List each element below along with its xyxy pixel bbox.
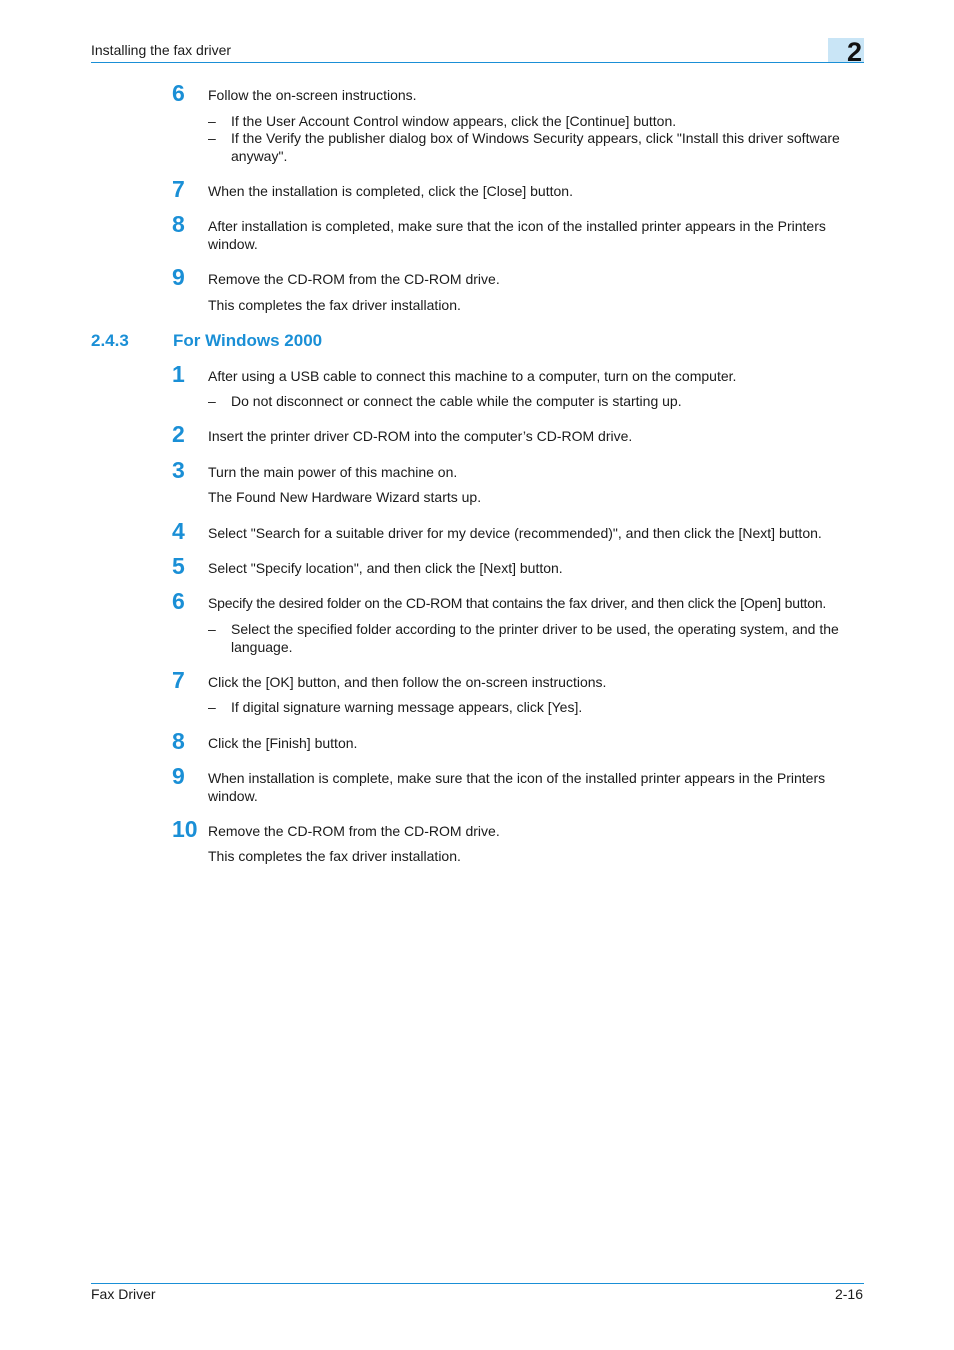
bullet-item bbox=[208, 621, 864, 656]
step-text: Insert the printer driver CD-ROM into the computer’s CD-ROM drive. bbox=[208, 428, 633, 444]
step-number: 10 bbox=[172, 816, 198, 842]
step-number: 5 bbox=[172, 553, 185, 579]
step-text: Select "Specify location", and then click the [Next] button. bbox=[208, 560, 563, 576]
step-text: Remove the CD-ROM from the CD-ROM drive. bbox=[208, 823, 500, 839]
footer-rule bbox=[91, 1283, 864, 1284]
section-title: For Windows 2000 bbox=[173, 331, 323, 350]
bullet-item bbox=[208, 130, 864, 165]
step-number: 9 bbox=[172, 763, 185, 789]
page-number: 2-16 bbox=[834, 1286, 863, 1302]
bullet-dash: – bbox=[208, 393, 216, 409]
step-text: Click the [Finish] button. bbox=[208, 735, 358, 751]
bullet-item bbox=[208, 699, 864, 717]
step-number: 4 bbox=[172, 518, 185, 544]
step-note: The Found New Hardware Wizard starts up. bbox=[208, 489, 482, 505]
step-text: When installation is complete, make sure that the icon of the installed printer appears in the Printers window. bbox=[208, 770, 826, 804]
section-number: 2.4.3 bbox=[91, 331, 129, 350]
running-header: Installing the fax driver bbox=[91, 42, 232, 58]
step-text: When the installation is completed, click the [Close] button. bbox=[208, 183, 573, 199]
step-text: After using a USB cable to connect this machine to a computer, turn on the computer. bbox=[208, 368, 737, 384]
step-number: 8 bbox=[172, 728, 185, 754]
step-number: 3 bbox=[172, 457, 185, 483]
bullet-dash: – bbox=[208, 621, 216, 637]
footer-title: Fax Driver bbox=[91, 1286, 156, 1302]
bullet-text: If digital signature warning message appears, click [Yes]. bbox=[231, 699, 583, 715]
step-number: 9 bbox=[172, 264, 185, 290]
step-text: After installation is completed, make sure that the icon of the installed printer appears in the Printers window. bbox=[208, 218, 826, 252]
bullet-text: If the User Account Control window appears, click the [Continue] button. bbox=[231, 113, 677, 129]
step-note: This completes the fax driver installation. bbox=[208, 297, 461, 313]
bullet-dash: – bbox=[208, 113, 216, 129]
bullet-dash: – bbox=[208, 130, 216, 146]
step-text: Specify the desired folder on the CD-ROM that contains the fax driver, and then click the [Open] button. bbox=[208, 595, 827, 611]
step-text: Click the [OK] button, and then follow the on-screen instructions. bbox=[208, 674, 607, 690]
step-number: 6 bbox=[172, 588, 185, 614]
bullet-text: If the Verify the publisher dialog box of Windows Security appears, click "Install this driver software anyway". bbox=[231, 130, 840, 164]
step-number: 1 bbox=[172, 361, 185, 387]
step-number: 7 bbox=[172, 176, 185, 202]
bullet-dash: – bbox=[208, 699, 216, 715]
step-number: 6 bbox=[172, 80, 185, 106]
step-number: 8 bbox=[172, 211, 185, 237]
bullet-item bbox=[208, 113, 864, 131]
chapter-number: 2 bbox=[846, 37, 862, 67]
bullet-item bbox=[208, 393, 864, 411]
step-number: 7 bbox=[172, 667, 185, 693]
bullet-text: Select the specified folder according to the printer driver to be used, the operating system, and the language. bbox=[231, 621, 839, 655]
step-number: 2 bbox=[172, 421, 185, 447]
step-text: Turn the main power of this machine on. bbox=[208, 464, 458, 480]
step-note: This completes the fax driver installation. bbox=[208, 848, 461, 864]
step-text: Select "Search for a suitable driver for my device (recommended)", and then click the [Next] button. bbox=[208, 525, 822, 541]
chapter-tab bbox=[828, 37, 864, 67]
step-text: Follow the on-screen instructions. bbox=[208, 87, 417, 103]
header-rule bbox=[91, 62, 864, 63]
step-text: Remove the CD-ROM from the CD-ROM drive. bbox=[208, 271, 500, 287]
bullet-text: Do not disconnect or connect the cable while the computer is starting up. bbox=[231, 393, 682, 409]
